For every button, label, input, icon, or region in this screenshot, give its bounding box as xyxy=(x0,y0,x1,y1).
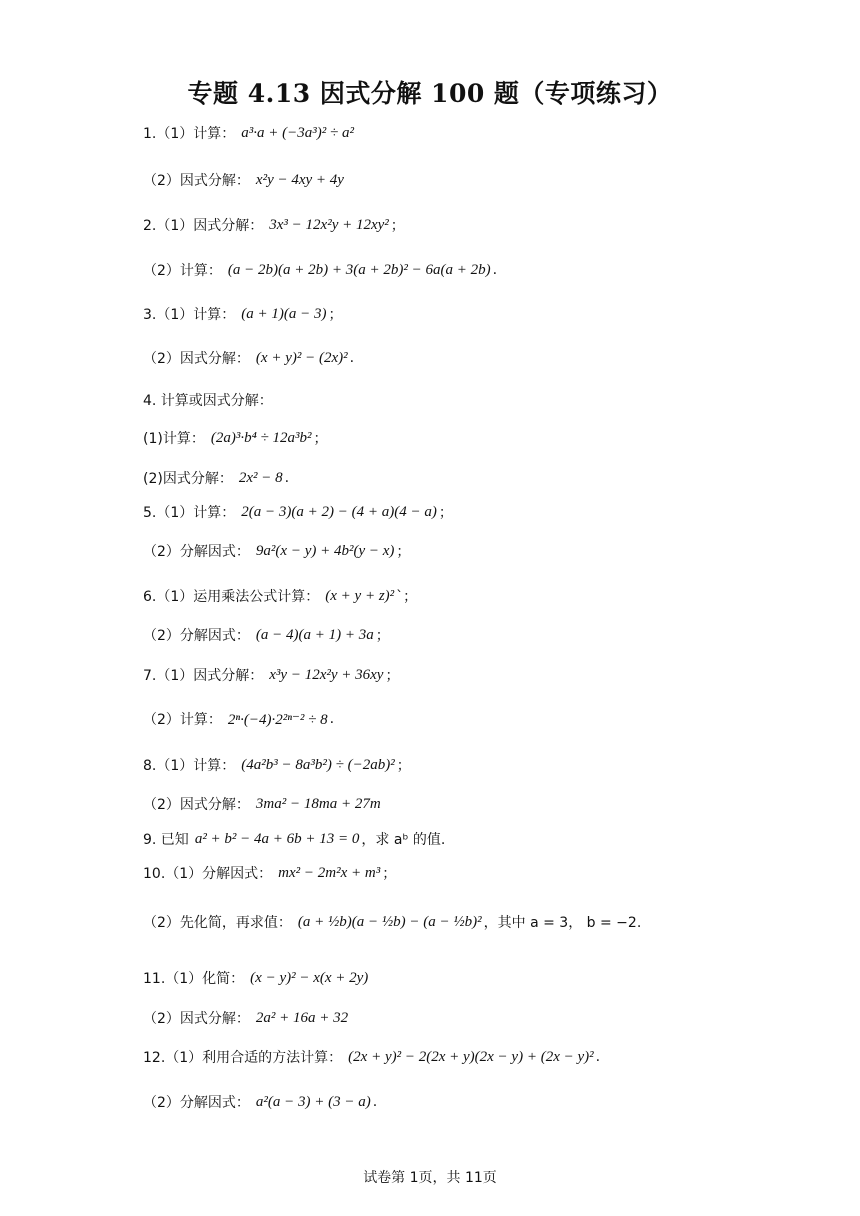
line-suffix: `； xyxy=(396,589,418,605)
math-expression: (a + ½b)(a − ½b) − (a − ½b)² xyxy=(297,913,482,930)
problem-label: （2）分解因式： xyxy=(143,544,250,560)
math-expression: (x + y)² − (2x)² xyxy=(255,349,348,366)
problem-line xyxy=(143,541,410,561)
math-expression: (a + 1)(a − 3) xyxy=(241,305,327,322)
line-suffix: ； xyxy=(385,668,400,684)
line-suffix: . xyxy=(595,1049,601,1065)
problem-line xyxy=(143,215,405,235)
line-suffix: . xyxy=(372,1094,378,1110)
problem-label: （2）先化简，再求值： xyxy=(143,915,292,931)
math-expression: x²y − 4xy + 4y xyxy=(255,171,344,188)
math-expression: a² + b² − 4a + 6b + 13 = 0 xyxy=(194,830,360,847)
math-expression: 3ma² − 18ma + 27m xyxy=(255,795,381,812)
problem-label: 7.（1）因式分解： xyxy=(143,668,264,684)
math-expression: 3x³ − 12x²y + 12xy² xyxy=(269,216,389,233)
problem-label: 3.（1）计算： xyxy=(143,307,236,323)
problem-line xyxy=(143,968,370,988)
line-suffix: ，求 aᵇ 的值. xyxy=(361,832,446,848)
math-expression: (x − y)² − x(x + 2y) xyxy=(250,969,369,986)
problem-label: （2）因式分解： xyxy=(143,173,250,189)
math-expression: (x + y + z)² xyxy=(325,587,395,604)
problem-label: （2）因式分解： xyxy=(143,351,250,367)
problem-line xyxy=(143,829,445,849)
problem-label: 2.（1）因式分解： xyxy=(143,218,264,234)
math-expression: a³·a + (−3a³)² ÷ a² xyxy=(241,124,354,141)
math-expression: (2x + y)² − 2(2x + y)(2x − y) + (2x − y)² xyxy=(348,1048,594,1065)
line-suffix: . xyxy=(492,262,498,278)
line-suffix: ，其中 a = 3， b = −2. xyxy=(483,915,642,931)
problem-label: 12.（1）利用合适的方法计算： xyxy=(143,1050,343,1066)
problem-label: 4. 计算或因式分解： xyxy=(143,393,273,409)
math-expression: (2a)³·b⁴ ÷ 12a³b² xyxy=(210,429,312,446)
problem-line xyxy=(143,390,281,410)
math-expression: (a − 4)(a + 1) + 3a xyxy=(255,626,374,643)
math-expression: mx² − 2m²x + m³ xyxy=(278,864,381,881)
line-suffix: ； xyxy=(375,628,390,644)
line-suffix: ； xyxy=(396,544,411,560)
math-expression: x³y − 12x²y + 36xy xyxy=(269,666,384,683)
line-suffix: ； xyxy=(328,307,343,323)
problem-label: 11.（1）化简： xyxy=(143,971,245,987)
problem-label: (2)因式分解： xyxy=(143,471,233,487)
math-expression: 2x² − 8 xyxy=(238,469,283,486)
page-footer: 试卷第 1页，共 11页 xyxy=(363,1170,497,1186)
problem-label: 9. 已知 xyxy=(143,832,189,848)
math-expression: 9a²(x − y) + 4b²(y − x) xyxy=(255,542,395,559)
math-expression: 2a² + 16a + 32 xyxy=(255,1009,349,1026)
problem-label: 8.（1）计算： xyxy=(143,758,236,774)
math-expression: 2(a − 3)(a + 2) − (4 + a)(4 − a) xyxy=(241,503,437,520)
problem-label: （2）分解因式： xyxy=(143,628,250,644)
math-expression: 2ⁿ·(−4)·2²ⁿ⁻² ÷ 8 xyxy=(227,711,328,728)
problem-line xyxy=(143,260,497,280)
problem-line xyxy=(143,709,334,729)
problem-line xyxy=(143,625,390,645)
problem-label: （2）因式分解： xyxy=(143,797,250,813)
problem-line xyxy=(143,794,383,814)
line-suffix: ； xyxy=(382,866,397,882)
problem-line xyxy=(143,755,411,775)
problem-line xyxy=(143,304,343,324)
math-expression: (4a²b³ − 8a³b²) ÷ (−2ab)² xyxy=(241,756,395,773)
problem-line xyxy=(143,586,417,606)
problem-line xyxy=(143,123,356,143)
line-suffix: . xyxy=(329,711,335,727)
problem-line xyxy=(143,428,328,448)
problem-line xyxy=(143,665,399,685)
problem-label: （2）分解因式： xyxy=(143,1095,250,1111)
line-suffix: ； xyxy=(313,431,328,447)
problem-line xyxy=(143,348,354,368)
line-suffix: ； xyxy=(390,218,405,234)
problem-label: 10.（1）分解因式： xyxy=(143,866,273,882)
problem-label: （2）计算： xyxy=(143,712,222,728)
line-suffix: . xyxy=(284,470,290,486)
problem-label: 1.（1）计算： xyxy=(143,126,236,142)
problem-line xyxy=(143,170,346,190)
problem-label: 5.（1）计算： xyxy=(143,505,236,521)
problem-line xyxy=(143,863,396,883)
page-title: 专题 4.13 因式分解 100 题（专项练习） xyxy=(187,79,673,108)
problem-line xyxy=(143,468,289,488)
problem-label: 6.（1）运用乘法公式计算： xyxy=(143,589,320,605)
math-expression: a²(a − 3) + (3 − a) xyxy=(255,1093,371,1110)
line-suffix: ； xyxy=(438,505,453,521)
line-suffix: . xyxy=(349,350,355,366)
problem-line xyxy=(143,502,453,522)
math-expression: (a − 2b)(a + 2b) + 3(a + 2b)² − 6a(a + 2b) xyxy=(227,261,491,278)
problem-label: （2）因式分解： xyxy=(143,1011,250,1027)
problem-label: （2）计算： xyxy=(143,263,222,279)
problem-line xyxy=(143,1092,377,1112)
problem-line xyxy=(143,1008,350,1028)
problem-line xyxy=(143,912,641,932)
line-suffix: ； xyxy=(396,758,411,774)
problem-line xyxy=(143,1047,600,1067)
problem-label: (1)计算： xyxy=(143,431,205,447)
